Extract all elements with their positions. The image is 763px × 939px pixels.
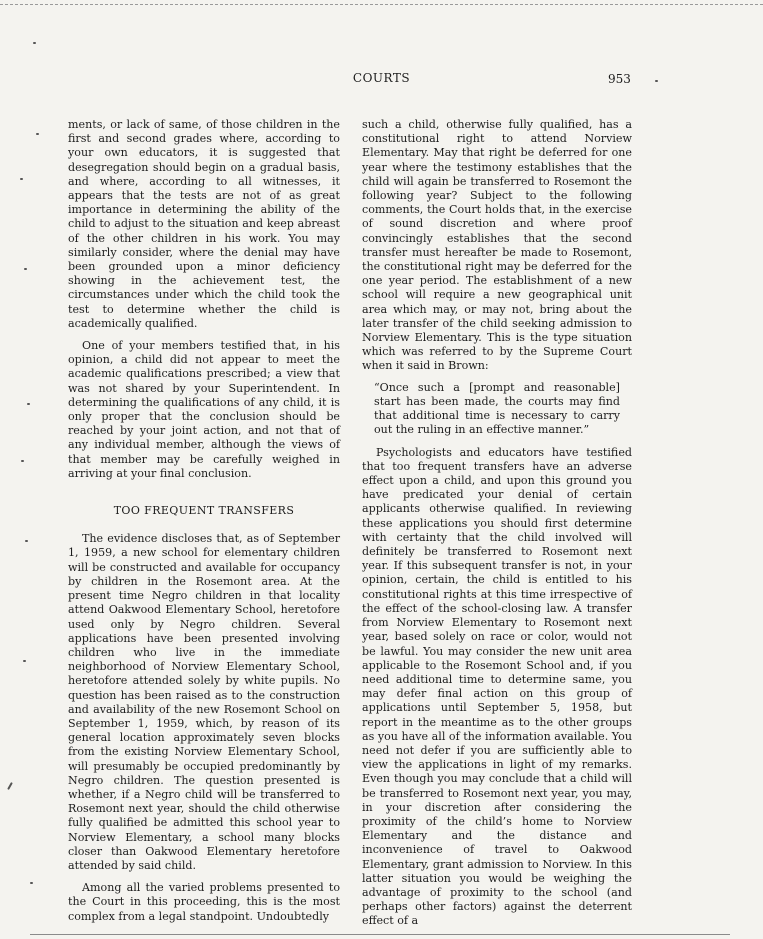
bottom-scan-edge [30,934,730,935]
paragraph: Among all the varied problems presented to the Court in this proceeding, this is the most complex from a legal standpoint. Undoubtedly [68,881,340,923]
paragraph: ments, or lack of same, of those children in the first and second grades where, according to your own educators, it is suggested that desegregation should begin on a gradual basis, and where, according to all witnesses, it appears that the tests are not of as great importance in determining the ability of the child to adjust to the situation and keep abreast of the other children in his work. You may similarly consider, where the denial may have been grounded upon a minor deficiency showing in the achievement test, the circumstances under which the child took the test to determine whether the child is academically qualified. [68,118,340,330]
scan-speck [27,403,30,405]
paragraph: Psychologists and educators have testified that too frequent transfers have an adverse effect upon a child, and upon this ground you have predicated your denial of certain applicants otherwise qualified. In reviewing these applications you should first determine with certainty that the child involved will definitely be transferred to Rosemont next year. If this subsequent transfer is not, in your opinion, certain, the child is entitled to his constitutional rights at this time irrespective of the effect of the school-closing law. A transfer from Norview Elementary to Rosemont next year, based solely on race or color, would not be lawful. You may consider the new unit area applicable to the Rosemont School and, if you need additional time to determine same, you may defer final action on this group of applications until September 5, 1958, but report in the meantime as to the other groups as you have all of the information available. You need not defer if you are sufficiently able to view the applications in light of my remarks. Even though you may conclude that a child will be transferred to Rosemont next year, you may, in your discretion after considering the proximity of the child’s home to Norview Elementary and the distance and inconvenience of travel to Oakwood Elementary, grant admission to Norview. In this latter situation you would be weighing the advantage of proximity to the school (and perhaps other factors) against the deterrent effect of a [362,445,632,928]
scan-speck [36,133,39,135]
left-column [68,118,340,924]
scan-speck [655,80,658,82]
scan-speck [24,268,27,270]
scan-speck [21,460,24,462]
scan-speck [30,882,33,884]
paragraph: One of your members testified that, in his opinion, a child did not appear to meet the academic qualifications prescribed; a view that was not shared by your Superintendent. In determining the qualifications of any child, it is only proper that the conclusion should be reached by your joint action, and not that of any individual member, although the views of that member may be carefully weighed in arriving at your final conclusion. [68,339,340,480]
block-quote: “Once such a [prompt and reasonable] start has been made, the courts may find that additional time is necessary to carry out the ruling in an effective manner.” [374,380,620,436]
scan-speck [7,782,13,790]
top-scan-edge [0,4,763,5]
right-column [362,118,632,929]
paragraph: such a child, otherwise fully qualified, has a constitutional right to attend Norview Elementary. May that right be deferred for one year where the testimony establishes that the child will again be transferred to Rosemont the following year? Subject to the following comments, the Court holds that, in the exercise of sound discretion and where proof convincingly establishes that the second transfer must hereafter be made to Rosemont, the constitutional right may be deferred for the one year period. The establishment of a new school will require a new geographical unit area which may, or may not, bring about the later transfer of the child seeking admission to Norview Elementary. This is the type situation which was referred to by the Supreme Court when it said in Brown: [362,118,632,373]
scan-speck [25,540,28,542]
section-heading: TOO FREQUENT TRANSFERS [113,504,295,518]
page-number: 953 [608,72,631,86]
paragraph: The evidence discloses that, as of September 1, 1959, a new school for elementary children will be constructed and available for occupancy by children in the Rosemont area. At the present time Negro children in that locality attend Oakwood Elementary School, heretofore used only by Negro children. Several applications have been presented involving children who live in the immediate neighborhood of Norview Elementary School, heretofore attended solely by white pupils. No question has been raised as to the construction and availability of the new Rosemont School on September 1, 1959, which, by reason of its general location approximately seven blocks from the existing Norview Elementary School, will presumably be occupied predominantly by Negro children. The question presented is whether, if a Negro child will be transferred to Rosemont next year, should the child otherwise fully qualified be admitted this school year to Norview Elementary, a school many blocks closer than Oakwood Elementary heretofore attended by said child. [68,532,340,872]
scan-speck [20,178,23,180]
scan-speck [23,660,26,662]
scan-speck [33,42,36,44]
running-head: COURTS [352,71,411,85]
